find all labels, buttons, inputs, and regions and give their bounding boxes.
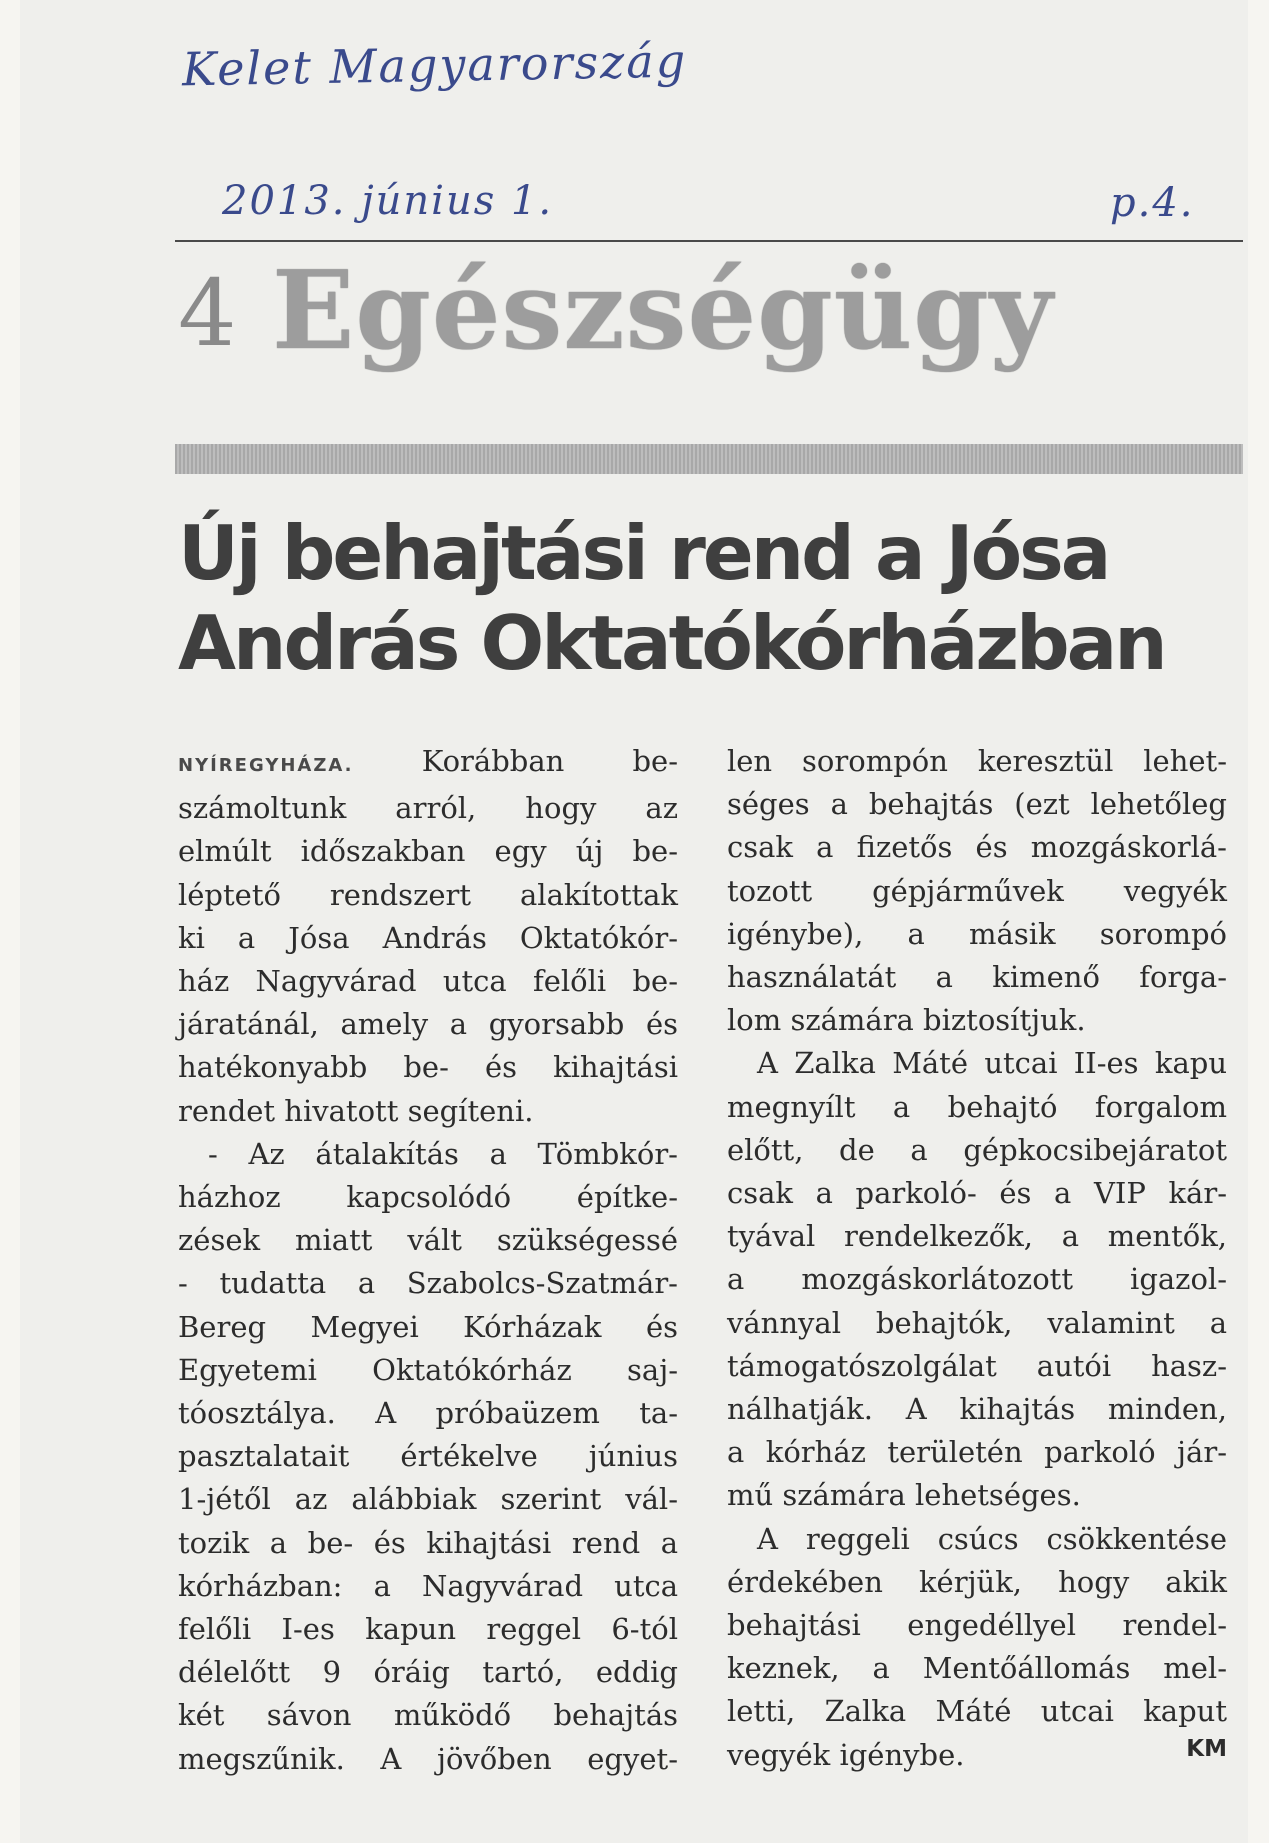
- text-line: a mozgáskorlátozott igazol-: [727, 1262, 1227, 1297]
- text-line: léptető rendszert alakítottak: [178, 877, 678, 912]
- text-line: letti, Zalka Máté utcai kaput: [727, 1694, 1227, 1729]
- text-line: kórházban: a Nagyvárad utca: [178, 1568, 678, 1603]
- text-line: számoltunk arról, hogy az: [178, 791, 678, 826]
- text-line: 1-jétől az alábbiak szerint vál-: [178, 1482, 678, 1517]
- text-line: lom számára biztosítjuk.: [727, 1003, 1086, 1038]
- text-line: A Zalka Máté utcai II-es kapu: [757, 1046, 1227, 1081]
- paragraph-2: [178, 1133, 678, 1781]
- text-line: tozott gépjárművek vegyék: [727, 873, 1227, 908]
- dateline: NYÍREGYHÁZA.: [178, 755, 354, 776]
- text-line: használatát a kimenő forga-: [727, 960, 1227, 995]
- text-line: len sorompón keresztül lehet-: [727, 744, 1227, 778]
- text-line: zések miatt vált szükségessé: [178, 1223, 678, 1258]
- text-line: elmúlt időszakban egy új be-: [178, 834, 678, 869]
- text-line: A reggeli csúcs csökkentése: [757, 1521, 1227, 1556]
- handwritten-publication: Kelet Magyarország: [181, 33, 688, 97]
- text-line: behajtási engedéllyel rendel-: [727, 1608, 1227, 1643]
- paragraph-2-cont: [727, 740, 1227, 1042]
- text-line: a kórház területén parkoló jár-: [727, 1435, 1227, 1470]
- text-line: Egyetemi Oktatókórház saj-: [178, 1352, 678, 1387]
- text-line: felőli I-es kapun reggel 6-tól: [178, 1612, 678, 1647]
- text-line: Korábban be-: [421, 744, 678, 778]
- headline-line-1: Új behajtási rend a Jósa: [178, 509, 1109, 597]
- text-line: csak a fizetős és mozgáskorlá-: [727, 830, 1227, 865]
- text-line: délelőtt 9 óráig tartó, eddig: [178, 1655, 678, 1690]
- text-line: megszűnik. A jövőben egyet-: [178, 1741, 678, 1776]
- text-line: keznek, a Mentőállomás mel-: [727, 1651, 1227, 1686]
- text-line: házhoz kapcsolódó építke-: [178, 1180, 678, 1215]
- author-initials: KM: [1186, 1735, 1227, 1762]
- text-line: megnyílt a behajtó forgalom: [727, 1089, 1227, 1124]
- text-line: ki a Jósa András Oktatókór-: [178, 920, 678, 955]
- paragraph-4: [727, 1518, 1227, 1777]
- text-line: mű számára lehetséges.: [727, 1478, 1081, 1513]
- text-line: tozik a be- és kihajtási rend a: [178, 1525, 678, 1560]
- headline: [178, 508, 1246, 688]
- text-line: séges a behajtás (ezt lehetőleg: [727, 787, 1227, 822]
- text-line: igénybe), a másik sorompó: [727, 916, 1227, 951]
- headline-line-2: András Oktatókórházban: [178, 599, 1165, 687]
- text-line: vánnyal behajtók, valamint a: [727, 1305, 1227, 1340]
- article-column-left: [178, 740, 678, 1781]
- text-line: Bereg Megyei Kórházak és: [178, 1309, 678, 1344]
- text-line: járatánál, amely a gyorsabb és: [178, 1007, 678, 1042]
- text-line: vegyék igénybe.: [727, 1737, 965, 1772]
- paragraph-3: [727, 1042, 1227, 1517]
- text-line: tyával rendelkezők, a mentők,: [727, 1219, 1227, 1254]
- section-divider: [175, 444, 1243, 474]
- text-line: érdekében kérjük, hogy akik: [727, 1564, 1227, 1599]
- paragraph-1: [178, 740, 678, 1133]
- text-line: - Az átalakítás a Tömbkór-: [208, 1136, 678, 1171]
- text-line: - tudatta a Szabolcs-Szatmár-: [178, 1266, 678, 1301]
- text-line: előtt, de a gépkocsibejáratot: [727, 1132, 1227, 1167]
- text-line: két sávon működő behajtás: [178, 1698, 678, 1733]
- handwritten-date: 2013. június 1.: [222, 178, 554, 224]
- text-line: nálhatják. A kihajtás minden,: [727, 1392, 1227, 1427]
- top-rule: [175, 240, 1243, 242]
- text-line: ház Nagyvárad utca felőli be-: [178, 964, 678, 999]
- text-line: tóosztálya. A próbaüzem ta-: [178, 1396, 678, 1431]
- text-line: hatékonyabb be- és kihajtási: [178, 1050, 678, 1085]
- text-line: rendet hivatott segíteni.: [178, 1093, 534, 1128]
- text-line: pasztalatait értékelve június: [178, 1439, 678, 1474]
- handwritten-page-ref: p.4.: [1110, 180, 1195, 226]
- text-line: csak a parkoló- és a VIP kár-: [727, 1176, 1227, 1211]
- text-line: támogatószolgálat autói hasz-: [727, 1348, 1227, 1383]
- section-title: Egészségügy: [272, 248, 1054, 374]
- page-number: 4: [178, 260, 237, 367]
- first-line: [178, 740, 678, 787]
- article-column-right: [727, 740, 1227, 1777]
